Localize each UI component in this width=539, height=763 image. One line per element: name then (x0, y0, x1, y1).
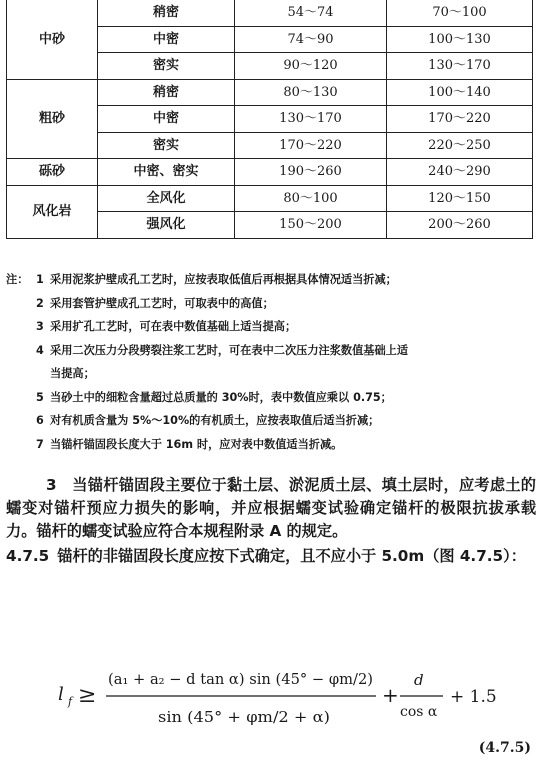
note-number: 3 (36, 320, 44, 333)
value-cell: 240～290 (387, 159, 533, 186)
formula-term2-denominator: cos α (400, 704, 438, 720)
density-cell: 中密、密实 (98, 159, 235, 186)
value-cell: 130～170 (235, 106, 387, 133)
value-cell: 220～250 (387, 132, 533, 159)
value-cell: 150～200 (235, 212, 387, 239)
value-cell: 70～100 (387, 0, 533, 26)
formula-numerator: (a₁ + a₂ − d tan α) sin (45° − φm/2) (108, 672, 373, 688)
density-cell: 稍密 (98, 79, 235, 106)
notes-lead: 注： (6, 273, 29, 286)
note-item (6, 268, 534, 292)
density-cell: 密实 (98, 132, 235, 159)
value-cell: 74～90 (235, 26, 387, 53)
value-cell: 80～130 (235, 79, 387, 106)
clause-number: 4.7.5 (6, 547, 50, 565)
note-item (6, 386, 534, 410)
note-number: 7 (36, 437, 44, 451)
table-row (7, 79, 533, 106)
note-number: 1 (36, 273, 44, 286)
density-cell: 中密 (98, 106, 235, 133)
formula-constant: + 1.5 (450, 687, 497, 707)
soil-type-cell: 砾砂 (7, 159, 98, 186)
note-text-continued: 当提高； (50, 367, 95, 380)
note-item (6, 409, 534, 433)
note-number: 2 (36, 296, 44, 310)
table-row (7, 0, 533, 26)
table-notes (6, 268, 534, 456)
note-text: 当锚杆锚固段长度大于 16m 时，应对表中数值适当折减。 (50, 437, 343, 451)
density-cell: 强风化 (98, 212, 235, 239)
clause-text: 锚杆的非锚固段长度应按下式确定，且不应小于 5.0m（图 4.7.5）： (57, 547, 526, 565)
soil-type-cell: 风化岩 (7, 185, 98, 238)
formula-lhs: l (58, 684, 64, 705)
formula-relation: ≥ (78, 683, 97, 708)
value-cell: 130～170 (387, 53, 533, 80)
value-cell: 100～140 (387, 79, 533, 106)
note-text: 对有机质含量为 5%～10%的有机质土，应按表取值后适当折减； (50, 414, 380, 427)
note-text: 采用泥浆护壁成孔工艺时，应按表取低值后再根据具体情况适当折减； (50, 273, 397, 286)
density-cell: 密实 (98, 53, 235, 80)
note-number: 5 (36, 390, 44, 404)
value-cell: 100～130 (387, 26, 533, 53)
density-cell: 稍密 (98, 0, 235, 26)
value-cell: 120～150 (387, 185, 533, 212)
note-number: 6 (36, 414, 44, 427)
note-number: 4 (36, 343, 44, 357)
density-cell: 全风化 (98, 185, 235, 212)
note-item (6, 315, 534, 339)
note-text: 采用扩孔工艺时，可在表中数值基础上适当提高； (50, 320, 297, 333)
clause-paragraph (6, 545, 536, 568)
value-cell: 170～220 (235, 132, 387, 159)
body-text (6, 474, 536, 568)
value-cell: 170～220 (387, 106, 533, 133)
note-text: 采用套管护壁成孔工艺时，可取表中的高值； (50, 296, 274, 310)
soil-type-cell: 粗砂 (7, 79, 98, 159)
value-cell: 80～100 (235, 185, 387, 212)
note-text: 当砂土中的细粒含量超过总质量的 30%时，表中数值应乘以 0.75； (50, 390, 392, 404)
formula-term2-numerator: d (414, 671, 424, 689)
equation-number: (4.7.5) (478, 740, 531, 756)
table-row (7, 159, 533, 186)
value-cell: 190～260 (235, 159, 387, 186)
value-cell: 200～260 (387, 212, 533, 239)
note-item (6, 292, 534, 316)
note-item (6, 433, 534, 457)
table-row (7, 185, 533, 212)
soil-type-cell: 中砂 (7, 0, 98, 79)
note-text: 采用二次压力分段劈裂注浆工艺时，可在表中二次压力注浆数值基础上适 (50, 343, 409, 357)
density-cell: 中密 (98, 26, 235, 53)
value-cell: 54～74 (235, 0, 387, 26)
value-cell: 90～120 (235, 53, 387, 80)
anchor-length-formula (58, 650, 528, 740)
paragraph-item-3: 3 当锚杆锚固段主要位于黏土层、淤泥质土层、填土层时，应考虑土的蠕变对锚杆预应力损失的影响，并应根据蠕变试验确定锚杆的极限抗拔承载力。锚杆的蠕变试验应符合本规程附录 A 的规定。 (6, 476, 536, 540)
formula-lhs-sub: f (68, 695, 73, 708)
formula-plus: + (382, 683, 399, 707)
note-item (6, 339, 534, 386)
formula-denominator: sin (45° + φm/2 + α) (158, 710, 330, 726)
soil-bond-table (6, 0, 533, 239)
